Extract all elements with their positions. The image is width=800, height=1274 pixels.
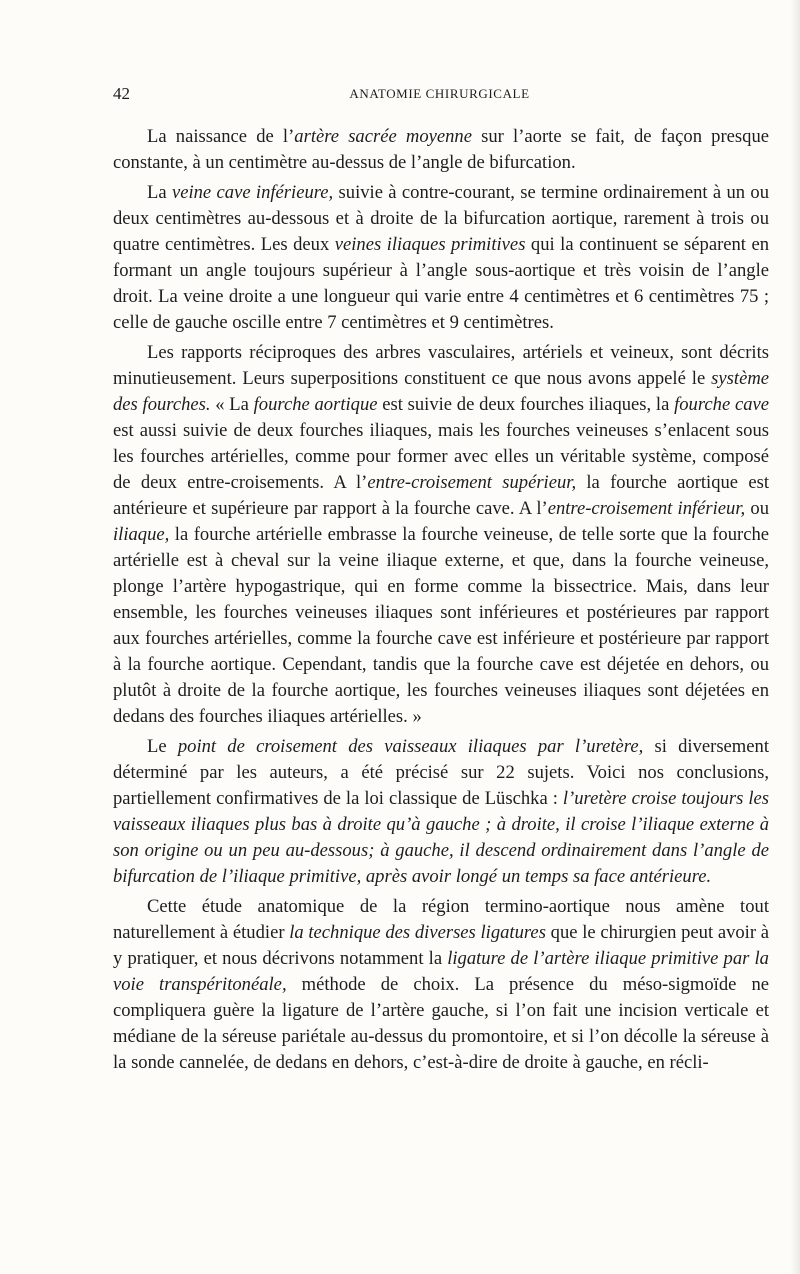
page-number: 42 [113, 84, 130, 103]
text-run: « La [210, 394, 254, 415]
italic-text: entre-croisement supérieur, [367, 472, 577, 493]
page-header [113, 84, 766, 110]
text-run: Le [147, 736, 178, 757]
text-run: La naissance de l’ [147, 126, 295, 147]
text-run: méthode de choix. La présence du méso-sigmoïde ne compliquera guère la ligature de l’artère gauche, si l’on fait une incision verticale et médiane de la séreuse pariétale au-dessus du promontoire, et si l’on décolle la séreuse à la sonde cannelée, de dedans en dehors, c’est-à-dire de droite à gauche, en récli- [113, 974, 769, 1073]
page-edge-shadow [790, 0, 800, 1274]
text-run: est aussi suivie de deux fourches iliaques, mais les fourches veineuses s’enlacent sous les fourches artérielles, comme pour former avec elles un véritable système, composé de deux entre-croisements. A l’ [113, 420, 769, 493]
text-run: ou [745, 498, 770, 519]
italic-text: veine cave inférieure, [171, 182, 334, 203]
text-run: est suivie de deux fourches iliaques, la [377, 394, 675, 415]
text-run: La [147, 182, 172, 203]
italic-text: ligature de l’artère iliaque primitive par la voie transpéritonéale, [113, 948, 769, 995]
italic-text: point de croisement des vaisseaux iliaques par l’uretère, [177, 736, 644, 757]
italic-text: artère sacrée moyenne [294, 126, 472, 147]
text-run: suivie à contre-courant, se termine ordinairement à un ou deux centimètres au-dessous et à droite de la bifurcation aortique, rarement à trois ou quatre centimètres. Les deux [113, 182, 769, 255]
italic-text: iliaque, [113, 524, 170, 545]
text-run: sur l’aorte se fait, de façon presque constante, à un centimètre au-dessus de l’angle de bifurcation. [113, 126, 769, 173]
text-run: la fourche aortique est antérieure et supérieure par rapport à la fourche cave. A l’ [113, 472, 769, 519]
italic-text: fourche cave [674, 394, 769, 415]
paragraph [113, 180, 769, 336]
paragraph [113, 124, 769, 176]
text-run: qui la continuent se séparent en formant un angle toujours supérieur à l’angle sous-aortique et très voisin de l’angle droit. La veine droite a une longueur qui varie entre 4 centimètres et 6 centimètres 75 ; celle de gauche oscille entre 7 centimètres et 9 centimètres. [113, 234, 770, 333]
italic-text: système des fourches. [113, 368, 769, 415]
text-run: si diversement déterminé par les auteurs, a été précisé sur 22 sujets. Voici nos conclusions, partiellement confirmatives de la loi classique de Lüschka : [113, 736, 769, 809]
italic-text: entre-croisement inférieur, [547, 498, 746, 519]
body-text [113, 124, 769, 1080]
paragraph [113, 894, 769, 1076]
text-run: Cette étude anatomique de la région termino-aortique nous amène tout naturellement à étudier [113, 896, 769, 943]
paragraph [113, 340, 769, 730]
italic-text: fourche aortique [253, 394, 378, 415]
italic-text: l’uretère croise toujours les vaisseaux iliaques plus bas à droite qu’à gauche ; à droite, il croise l’iliaque externe à son origine ou un peu au-dessous; à gauche, il descend ordinairement dans l’angle de bifurcation de l’iliaque primitive, après avoir longé un temps sa face antérieure. [113, 788, 769, 887]
text-run: Les rapports réciproques des arbres vasculaires, artériels et veineux, sont décrits minutieusement. Leurs superpositions constituent ce que nous avons appelé le [113, 342, 769, 389]
italic-text: veines iliaques primitives [334, 234, 526, 255]
paragraph [113, 734, 769, 890]
text-run: que le chirurgien peut avoir à y pratiquer, et nous décrivons notamment la [113, 922, 769, 969]
italic-text: la technique des diverses ligatures [289, 922, 546, 943]
text-run: la fourche artérielle embrasse la fourche veineuse, de telle sorte que la fourche artérielle est à cheval sur la veine iliaque externe, et que, dans la fourche veineuse, plonge l’artère hypogastrique, qui en forme comme la bissectrice. Mais, dans leur ensemble, les fourches veineuses iliaques sont inférieures et postérieures par rapport aux fourches artérielles, comme la fourche cave est inférieure et postérieure par rapport à la fourche aortique. Cependant, tandis que la fourche cave est déjetée en dehors, ou plutôt à droite de la fourche aortique, les fourches veineuses iliaques sont déjetées en dedans des fourches iliaques artérielles. » [113, 524, 769, 727]
running-head: ANATOMIE CHIRURGICALE [349, 86, 530, 101]
